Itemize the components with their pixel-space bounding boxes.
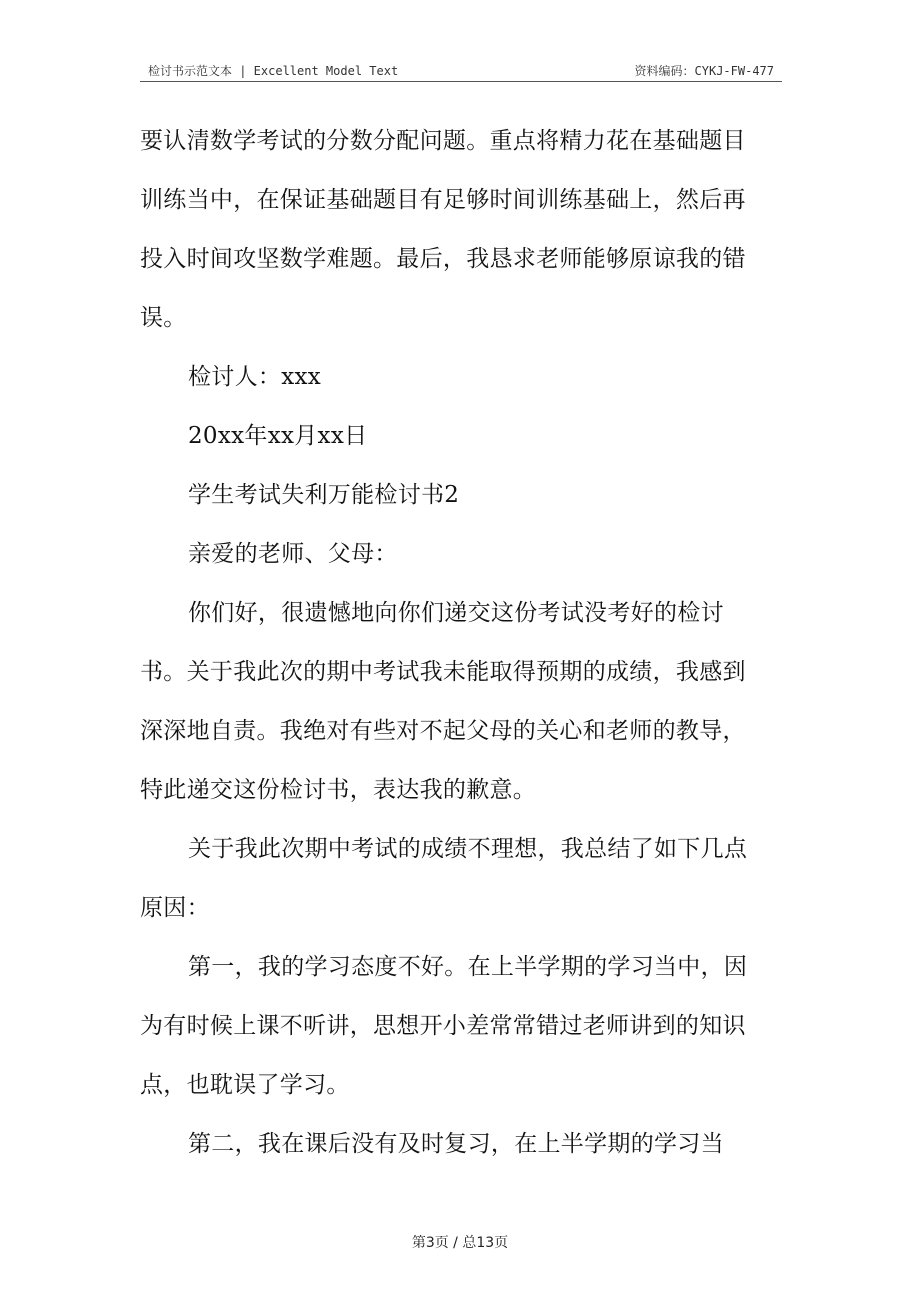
paragraph: 要认清数学考试的分数分配问题。重点将精力花在基础题目训练当中，在保证基础题目有足够时间训练基础上，然后再投入时间攻坚数学难题。最后，我恳求老师能够原谅我的错误。 <box>140 128 746 331</box>
paragraph: 关于我此次期中考试的成绩不理想，我总结了如下几点原因： <box>140 836 748 921</box>
signature-line: 检讨人：xxx <box>188 364 322 390</box>
header-divider <box>140 81 782 82</box>
section-title: 学生考试失利万能检讨书2 <box>188 482 460 508</box>
header-doc-code: 资料编码：CYKJ-FW-477 <box>634 64 774 78</box>
salutation: 亲爱的老师、父母： <box>188 541 398 567</box>
header-doc-title: 检讨书示范文本 | Excellent Model Text <box>148 64 399 78</box>
paragraph: 第二，我在课后没有及时复习，在上半学期的学习当 <box>188 1131 724 1157</box>
paragraph: 第一，我的学习态度不好。在上半学期的学习当中，因为有时候上课不听讲，思想开小差常常错过老师讲到的知识点，也耽误了学习。 <box>140 954 748 1098</box>
date-line: 20xx年xx月xx日 <box>188 423 368 449</box>
paragraph: 你们好，很遗憾地向你们递交这份考试没考好的检讨书。关于我此次的期中考试我未能取得预期的成绩，我感到深深地自责。我绝对有些对不起父母的关心和老师的教导，特此递交这份检讨书，表达我的歉意。 <box>140 600 746 803</box>
page-number: 第3页 / 总13页 <box>411 1235 509 1251</box>
document-body <box>140 112 760 1174</box>
page-header <box>140 62 782 82</box>
